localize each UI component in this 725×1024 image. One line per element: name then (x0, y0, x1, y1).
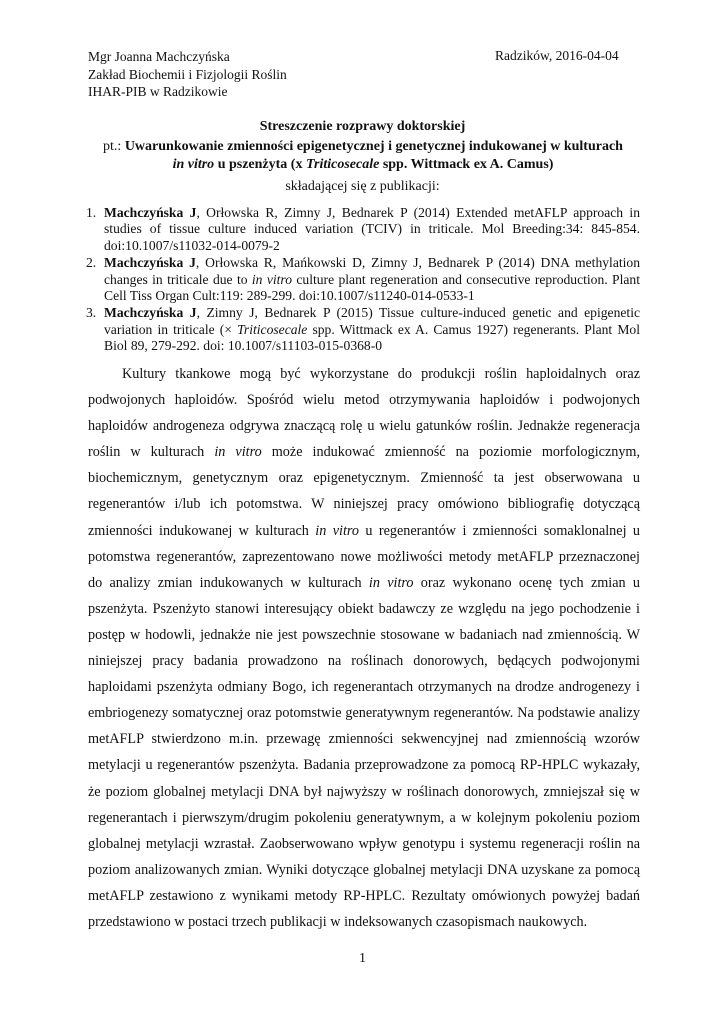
publication-text: , Zimny J, Bednarek P (2015) Tissue culture-induced genetic and epigenetic variation in triticale (× (104, 305, 641, 337)
abstract-italic-in-vitro: in vitro (315, 522, 359, 539)
subtitle-prefix: pt.: (103, 139, 125, 154)
abstract-italic-in-vitro: in vitro (368, 574, 414, 591)
subtitle-mid: u pszenżyta (x (214, 157, 306, 172)
publication-number: 3. (86, 305, 97, 321)
publication-number: 1. (86, 205, 97, 220)
thesis-title (88, 138, 638, 174)
author-block (88, 48, 287, 101)
publication-item (86, 205, 640, 254)
publication-text-end: culture plant regeneration and consecutive reproduction. Plant Cell Tiss Organ Cult:119: 289-299. doi:10.1007/s11240-014-0533-1 (104, 271, 640, 304)
publication-author-bold: Machczyńska J (104, 255, 196, 271)
abstract-text-2: może indukować zmienność na poziomie morfologicznym, biochemicznym, genetycznym oraz epigenetycznym. Zmienność ta jest obserwowana u regenerantów i/lub ich potomstwa. W niniejszej pracy omówiono bibliografię dotyczącą zmienności indukowanej w kulturach (88, 444, 641, 539)
publication-author-bold: Machczyńska J (104, 205, 197, 220)
subtitle-italic-species: Triticosecale (305, 157, 380, 172)
abstract-text-3: u regenerantów i zmienności somaklonalnej u potomstwa regenerantów, zaprezentowano nowe możliwości metody metAFLP przeznaczonej do analizy zmian indukowanych w kulturach (88, 522, 640, 591)
abstract-text-4: oraz wykonano ocenę tych zmian u pszenżyta. Pszenżyto stanowi interesujący obiekt badawczy ze względu na jego pochodzenie i postęp w hodowli, jednakże nie jest powszechnie stosowane w badaniach nad zmiennością. W niniejszej pracy badania prowadzono na roślinach donorowych, będących podwojonymi haploidami pszenżyta odmiany Bogo, ich regenerantach otrzymanych na drodze androgenezy i embriogenezy somatycznej oraz potomstwie generatywnym regenerantów. Na podstawie analizy metAFLP stwierdzono m.in. przewagę zmienności sekwencyjnej nad zmiennością wzorów metylacji u regenerantów pszenżyta. Badania przeprowadzone za pomocą RP-HPLC wykazały, że poziom globalnej metylacji DNA był najwyższy w roślinach donorowych, zmniejszał się w regenerantach i pierwszym/drugim pokoleniu generatywnym, a w kolejnym pokoleniu poziom globalnej metylacji wzrastał. Zaobserwowano wpływ genotypu i systemu regeneracji roślin na poziom analizowanych zmian. Wyniki dotyczące globalnej metylacji DNA uzyskane za pomocą metAFLP zestawiono z wynikami metody RP-HPLC. Rezultaty omówionych powyżej badań przedstawiono w postaci trzech publikacji w indeksowanych czasopismach naukowych. (88, 574, 640, 930)
abstract-paragraph (88, 361, 640, 935)
publication-item (86, 255, 640, 304)
publication-text: , Orłowska R, Mańkowski D, Zimny J, Bednarek P (2014) DNA methylation changes in triticale due to (104, 255, 640, 287)
abstract-text-1: Kultury tkankowe mogą być wykorzystane do produkcji roślin haploidalnych oraz podwojonych haploidów. Spośród wielu metod otrzymywania haploidów i podwojonych haploidów androgeneza odgrywa znaczącą rolę u wielu gatunków roślin. Jednakże regeneracja roślin w kulturach (88, 366, 640, 461)
publication-author-bold: Machczyńska J (104, 305, 197, 321)
place-date: Radzików, 2016-04-04 (495, 48, 619, 63)
publication-text: , Orłowska R, Zimny J, Bednarek P (2014) Extended metAFLP approach in studies of tissue culture induced variation (TCIV) in triticale. Mol Breeding:34: 845-854. doi:10.1007/s11032-014-0079-2 (104, 205, 640, 253)
publication-list (86, 205, 640, 356)
document-title: Streszczenie rozprawy doktorskiej (259, 119, 466, 134)
subtitle-italic-in-vitro: in vitro (172, 157, 215, 172)
institution: IHAR-PIB w Radzikowie (88, 84, 228, 99)
publication-number: 2. (86, 255, 97, 271)
abstract-italic-in-vitro: in vitro (214, 444, 262, 461)
page-number: 1 (359, 951, 366, 966)
author-name: Mgr Joanna Machczyńska (88, 49, 230, 64)
subtitle-end: spp. Wittmack ex A. Camus) (379, 157, 554, 172)
composed-of-label: składającej się z publikacji: (285, 179, 440, 194)
department: Zakład Biochemii i Fizjologii Roślin (88, 66, 287, 82)
publication-text-end: spp. Wittmack ex A. Camus 1927) regenerants. Plant Mol Biol 89, 279-292. doi: 10.1007/s11103-015-0368-0 (104, 321, 640, 354)
publication-item (86, 305, 640, 354)
publication-italic: Triticosecale (237, 321, 308, 337)
subtitle-line1: Uwarunkowanie zmienności epigenetycznej i genetycznej indukowanej w kulturach (124, 139, 623, 154)
publication-italic: in vitro (251, 271, 292, 287)
